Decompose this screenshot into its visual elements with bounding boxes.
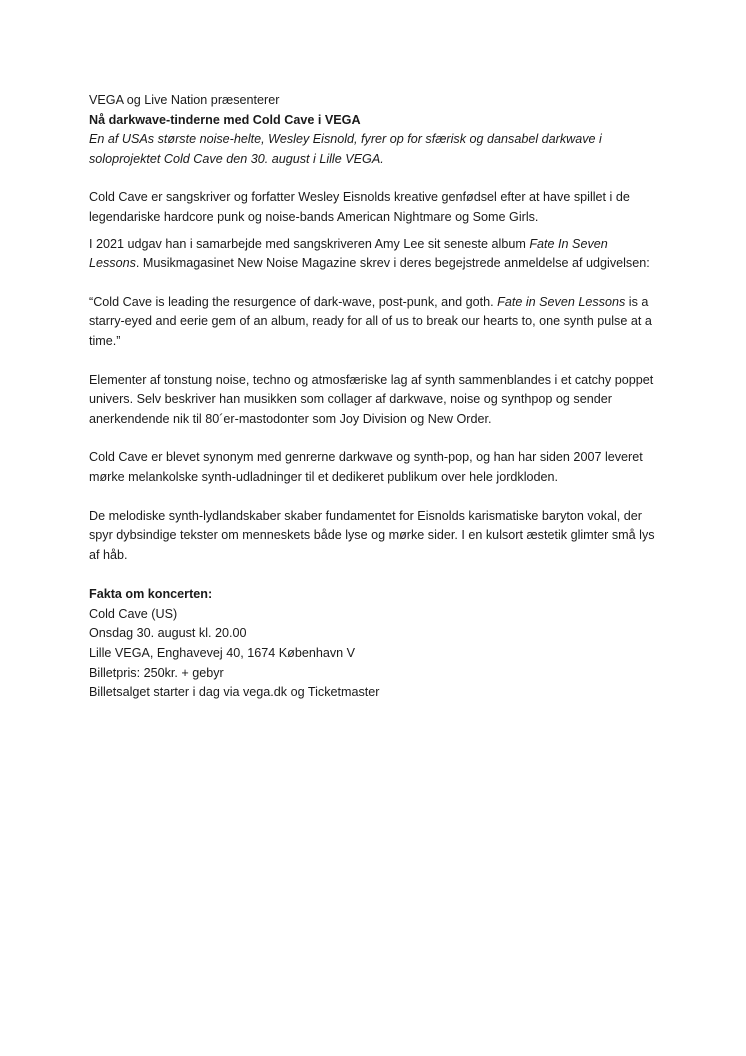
- body-paragraph-2: [89, 235, 659, 274]
- fact-artist: Cold Cave (US): [89, 606, 178, 621]
- review-quote: [89, 293, 659, 352]
- facts-list: [89, 605, 659, 703]
- p2-text-after: . Musikmagasinet New Noise Magazine skrev i deres begejstrede anmeldelse af udgivelsen:: [135, 256, 650, 271]
- lead-paragraph: En af USAs største noise-helte, Wesley Eisnold, fyrer op for sfærisk og dansabel darkwave i soloprojektet Cold Cave den 30. august i Lille VEGA.: [89, 132, 602, 166]
- presenter-line: VEGA og Live Nation præsenterer: [89, 93, 280, 107]
- quote-text-after: is a starry-eyed and eerie gem of an album, ready for all of us to break our hearts to, one synth pulse at a time.”: [89, 294, 652, 348]
- body-paragraph-3: Elementer af tonstung noise, techno og atmosfæriske lag af synth sammenblandes i et catchy poppet univers. Selv beskriver han musikken som collager af darkwave, noise og synthpop og sender anerkendende nik til 80´er-mastodonter som Joy Division og New Order.: [89, 372, 654, 426]
- body-paragraph-1: Cold Cave er sangskriver og forfatter Wesley Eisnolds kreative genfødsel efter at have spillet i de legendariske hardcore punk og noise-bands American Nightmare og Some Girls.: [89, 190, 630, 224]
- fact-ticket-sale: Billetsalget starter i dag via vega.dk og Ticketmaster: [89, 685, 380, 700]
- document-page: [89, 91, 659, 703]
- fact-price: Billetpris: 250kr. + gebyr: [89, 665, 224, 680]
- p2-text-before: I 2021 udgav han i samarbejde med sangskriveren Amy Lee sit seneste album: [89, 236, 530, 251]
- body-paragraph-5: De melodiske synth-lydlandskaber skaber fundamentet for Eisnolds karismatiske baryton vokal, der spyr dybsindige tekster om menneskets både lyse og mørke sider. I en kulsort æstetik glimter små lys af håb.: [89, 508, 655, 562]
- fact-date: Onsdag 30. august kl. 20.00: [89, 626, 247, 641]
- quote-text-before: “Cold Cave is leading the resurgence of dark-wave, post-punk, and goth.: [89, 294, 498, 309]
- album-title: Fate In Seven Lessons: [89, 236, 608, 271]
- body-paragraph-4: Cold Cave er blevet synonym med genrerne darkwave og synth-pop, og han har siden 2007 leveret mørke melankolske synth-udladninger til et dedikeret publikum over hele jordkloden.: [89, 450, 643, 484]
- fact-venue: Lille VEGA, Enghavevej 40, 1674 København V: [89, 646, 356, 661]
- headline: Nå darkwave-tinderne med Cold Cave i VEGA: [89, 112, 361, 127]
- facts-heading: Fakta om koncerten:: [89, 587, 213, 602]
- quote-album-title: Fate in Seven Lessons: [497, 294, 626, 309]
